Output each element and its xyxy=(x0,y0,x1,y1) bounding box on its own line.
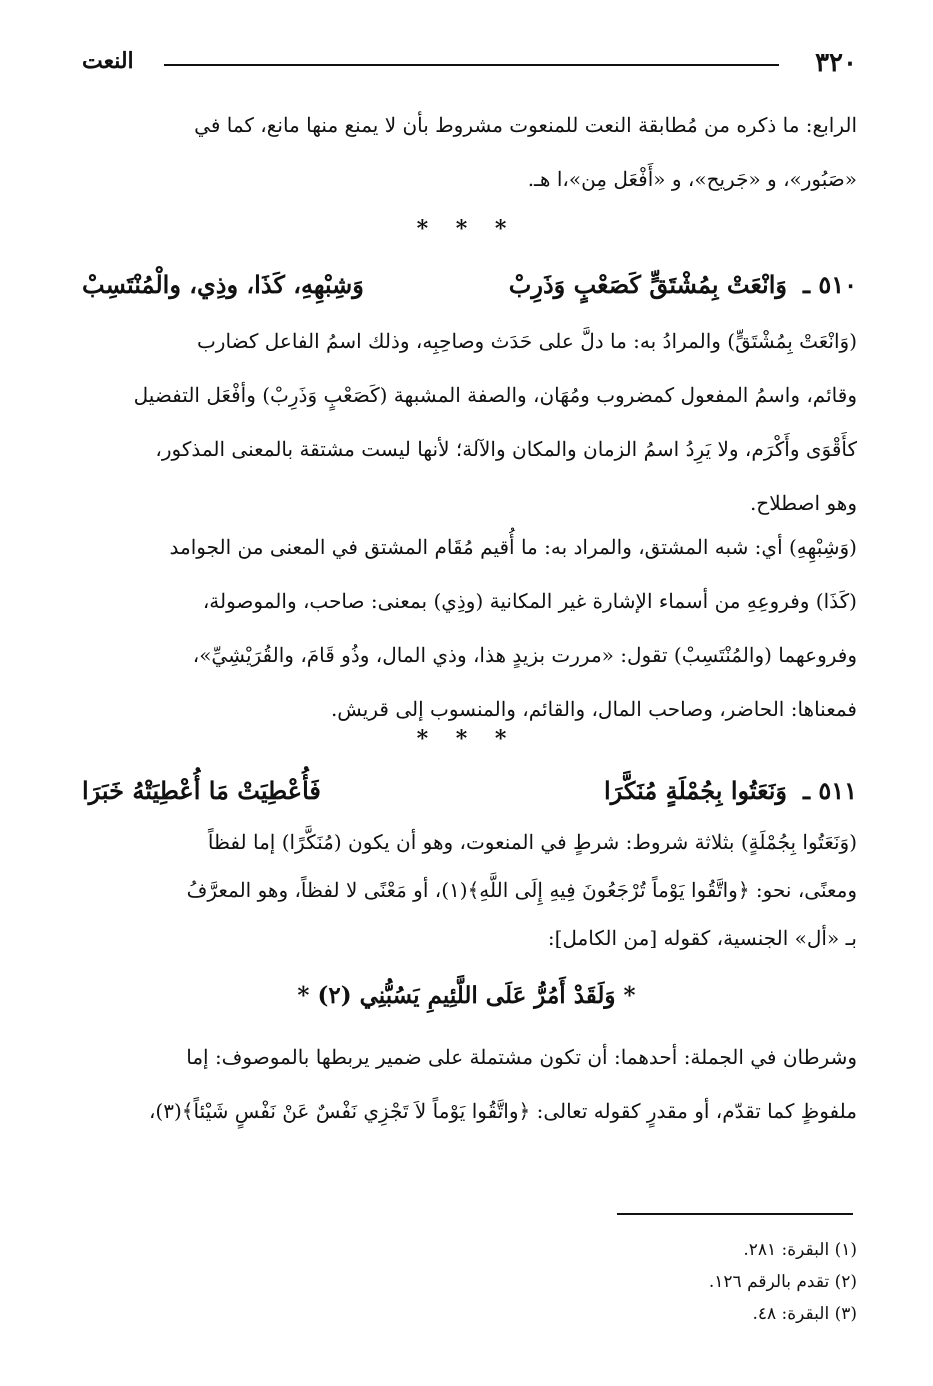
footnote-rule xyxy=(617,1213,853,1215)
footnote: (٣) البقرة: ٤٨. xyxy=(752,1304,857,1324)
section-separator: * * * xyxy=(416,216,517,242)
text-line: كأَقْوَى وأَكْرَم، ولا يَرِدُ اسمُ الزمان والمكان والآلة؛ لأنها ليست مشتقة بالمعنى المذكور، xyxy=(155,437,857,461)
text-line: وشرطان في الجملة: أحدهما: أن تكون مشتملة على ضمير يربطها بالموصوف: إما xyxy=(186,1045,857,1069)
text-line: (كَذَا) وفروعِهِ من أسماء الإشارة غير المكانية (وذِي) بمعنى: صاحب، والموصولة، xyxy=(202,589,857,613)
intro-paragraph xyxy=(82,98,857,206)
poem-line: * وَلَقَدْ أَمُرُّ عَلَى اللَّئِيمِ يَسُبُّنِي (٢) * xyxy=(297,982,636,1009)
footnote: (١) البقرة: ٢٨١. xyxy=(743,1240,857,1260)
text-line: ومعنًى، نحو: ﴿واتَّقُوا يَوْماً تُرْجَعُونَ فِيهِ إِلَى اللَّهِ﴾(١)، أو مَعْنًى لا لفظاً، وهو المعرَّفُ xyxy=(186,878,857,902)
text-line: ملفوظٍ كما تقدّم، أو مقدرٍ كقوله تعالى: ﴿واتَّقُوا يَوْماً لاَ تَجْزِي نَفْسٌ عَنْ نَفْسٍ شَيْئاً﴾(٣)، xyxy=(148,1099,857,1123)
footnote: (٢) تقدم بالرقم ١٢٦. xyxy=(708,1272,857,1292)
text-line: وقائم، واسمُ المفعول كمضروب ومُهَان، والصفة المشبهة (كَصَعْبٍ وَذَرِبْ) وأفْعَل التفضيل xyxy=(133,383,857,407)
verse-number: ٥١١ ـ xyxy=(802,776,857,805)
text-line: وهو اصطلاح. xyxy=(749,491,857,515)
text-line: وفروعهما (والمُنْتَسِبْ) تقول: «مررت بزيدٍ هذا، وذي المال، وذُو قَامَ، والقُرَيْشِيِّ»، xyxy=(192,643,857,667)
commentary-paragraph xyxy=(82,1030,857,1138)
commentary-paragraph xyxy=(82,314,857,530)
text-line: بـ «أل» الجنسية، كقوله [من الكامل]: xyxy=(547,926,857,950)
verse-number: ٥١٠ ـ xyxy=(802,270,857,299)
page-header xyxy=(82,42,857,82)
verse-hemistich-first: وَنَعَتُوا بِجُمْلَةٍ مُنَكَّرَا xyxy=(604,776,787,805)
text-line: (وَانْعَتْ بِمُشْتَقٍّ) والمرادُ به: ما دلَّ على حَدَث وصاحِبِه، وذلك اسمُ الفاعل كضارب xyxy=(196,329,857,353)
text-line: فمعناها: الحاضر، وصاحب المال، والقائم، والمنسوب إلى قريش. xyxy=(330,697,857,721)
chapter-title: النعت xyxy=(82,48,134,74)
verse-510 xyxy=(82,270,857,320)
page-number: ٣٢٠ xyxy=(815,48,857,78)
commentary-paragraph xyxy=(82,818,857,962)
header-rule xyxy=(164,64,779,66)
text-line: «صَبُور»، و «جَريح»، و «أَفْعَل مِن»،ا هـ. xyxy=(527,167,857,191)
commentary-paragraph xyxy=(82,520,857,736)
text-line: الرابع: ما ذكره من مُطابقة النعت للمنعوت مشروط بأن لا يمنع منها مانع، كما في xyxy=(194,113,857,137)
text-line: (وَشِبْهِهِ) أي: شبه المشتق، والمراد به: ما أُقيم مُقَام المشتق في المعنى من الجوامد xyxy=(169,535,857,559)
verse-hemistich-first: وَانْعَتْ بِمُشْتَقٍّ كَصَعْبٍ وَذَرِبْ xyxy=(508,270,787,299)
verse-hemistich-second: فَأُعْطِيَتْ مَا أُعْطِيَتْهُ خَبَرَا xyxy=(82,776,321,805)
text-line: (وَنَعَتُوا بِجُمْلَةٍ) بثلاثة شروط: شرطٍ في المنعوت، وهو أن يكون (مُنَكَّرًا) إما لفظاً xyxy=(207,830,857,854)
verse-hemistich-second: وَشِبْهِهِ، كَذَا، وذِي، والْمُنْتَسِبْ xyxy=(82,270,364,299)
section-separator: * * * xyxy=(416,726,517,752)
